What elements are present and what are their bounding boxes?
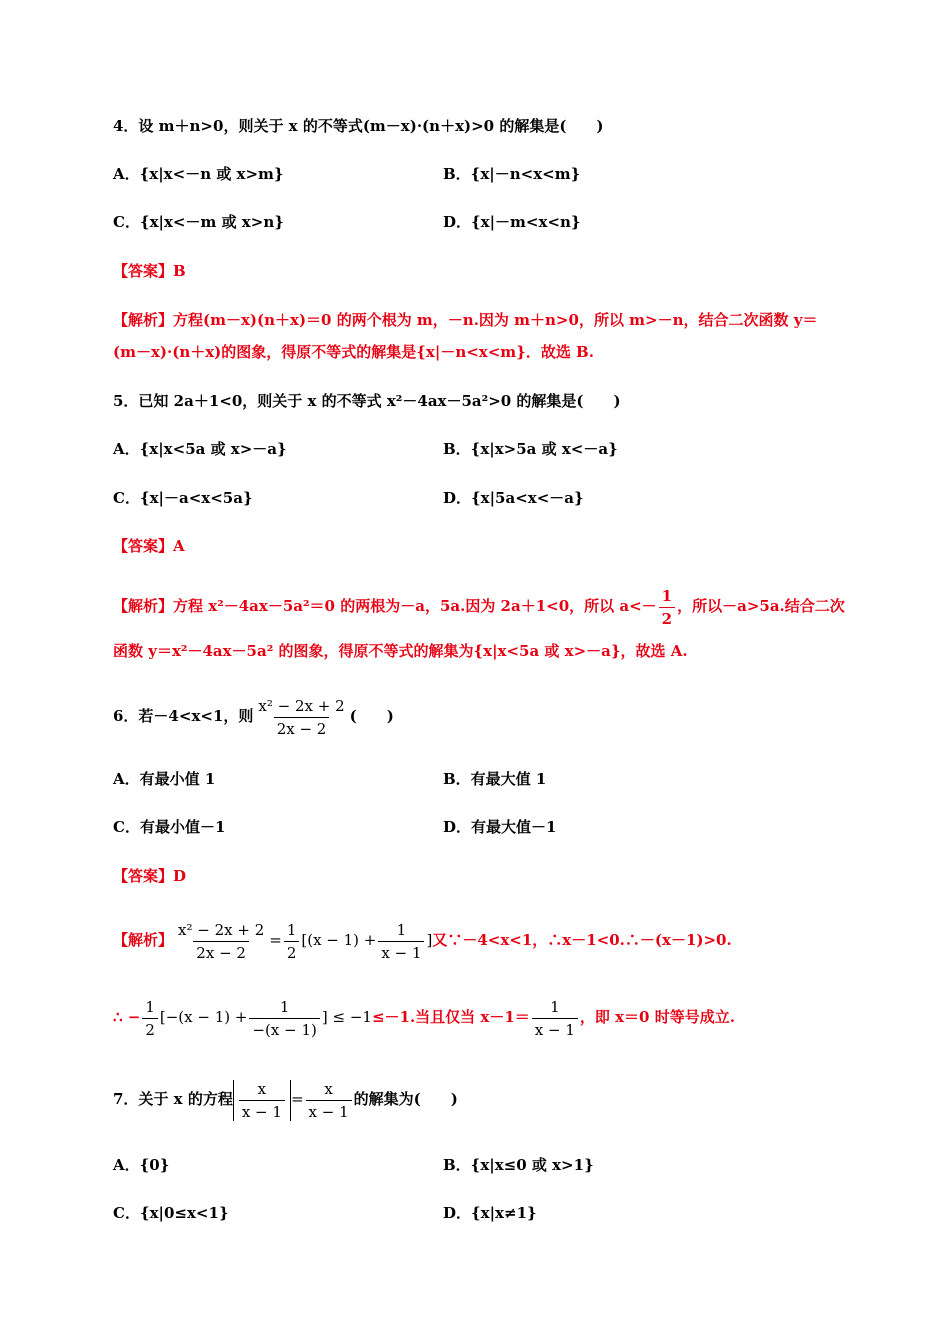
- q6-an2-frac3-num: 1: [550, 997, 560, 1016]
- q6-an2-frac1-den: 2: [142, 1018, 158, 1039]
- q6-an1-tail: 又∵－4<x<1，∴x－1<0.∴－(x－1)>0.: [432, 931, 732, 949]
- q6-an1-frac2-num: 1: [286, 920, 297, 939]
- q6-an1-bracket-close: ]: [426, 931, 433, 949]
- q6-an2-ineq: ] ≤ −1: [321, 1008, 372, 1026]
- q6-answer: 【答案】D: [113, 867, 187, 885]
- q6-an2-frac3-den: x − 1: [532, 1018, 578, 1039]
- q7-abs-den: x − 1: [239, 1100, 285, 1121]
- q6-an2-therefore: ∴ −: [113, 1008, 141, 1026]
- q5-answer: 【答案】A: [113, 537, 185, 555]
- q4-option-b: B．{x|－n<x<m}: [443, 165, 581, 183]
- q7-option-b: B．{x|x≤0 或 x>1}: [443, 1156, 594, 1174]
- q4-option-d: D．{x|－m<x<n}: [443, 213, 581, 231]
- q6-option-c: C．有最小值－1: [113, 818, 226, 836]
- q5-option-c: C．{x|－a<x<5a}: [113, 489, 253, 507]
- q5-option-d: D．{x|5a<x<－a}: [443, 489, 584, 507]
- q7-abs-value: [233, 1080, 291, 1121]
- q5-stem: 5．已知 2a＋1<0，则关于 x 的不等式 x²－4ax－5a²>0 的解集是( ): [113, 392, 621, 410]
- q6-analysis-line1: [113, 920, 732, 962]
- q6-an2-red1: ≤－1.当且仅当 x－1＝: [371, 1008, 530, 1026]
- q6-analysis-label: 【解析】: [113, 931, 174, 949]
- q6-an2-frac3: [532, 998, 578, 1039]
- q7-option-d: D．{x|x≠1}: [443, 1204, 537, 1222]
- q4-option-c: C．{x|x<－m 或 x>n}: [113, 213, 284, 231]
- q5-analysis-line2: 函数 y＝x²－4ax－5a² 的图象，得原不等式的解集为{x|x<5a 或 x>－a}，故选 A.: [113, 642, 688, 660]
- q5-analysis-text-a: 【解析】方程 x²－4ax－5a²＝0 的两根为－a，5a.因为 2a＋1<0，所以 a<－: [113, 597, 657, 615]
- q6-an1-frac2: [284, 921, 300, 962]
- q6-an1-frac2-den: 2: [284, 941, 300, 962]
- q6-an1-equals: =: [269, 931, 282, 949]
- q7-rhs-den: x − 1: [306, 1100, 352, 1121]
- q6-an2-frac2-num: 1: [279, 997, 290, 1016]
- q4-stem: 4．设 m＋n>0，则关于 x 的不等式(m－x)·(n＋x)>0 的解集是( ): [113, 117, 604, 135]
- q6-an2-red2: ，即 x＝0 时等号成立.: [579, 1008, 735, 1026]
- q5-analysis-line1: [113, 586, 845, 628]
- q6-an2-frac2-den: −(x − 1): [249, 1018, 319, 1039]
- q5-analysis-fraction: [659, 587, 675, 628]
- q5-option-b: B．{x|x>5a 或 x<－a}: [443, 440, 618, 458]
- q4-option-a: A．{x|x<－n 或 x>m}: [113, 165, 284, 183]
- q6-an1-frac3-num: 1: [396, 920, 407, 939]
- q7-stem: [113, 1077, 458, 1121]
- q7-option-c: C．{x|0≤x<1}: [113, 1204, 229, 1222]
- q6-stem-den: 2x − 2: [274, 717, 330, 738]
- q6-an1-frac3: [378, 921, 424, 962]
- q6-an2-frac1-num: 1: [145, 997, 155, 1016]
- q7-abs-frac: [239, 1080, 285, 1121]
- q6-an1-frac1-num: x² − 2x + 2: [178, 920, 265, 939]
- q4-analysis-line1: 【解析】方程(m－x)(n＋x)＝0 的两个根为 m，－n.因为 m＋n>0，所以 m>－n，结合二次函数 y＝: [113, 311, 818, 329]
- q5-frac-num: 1: [661, 586, 673, 605]
- q6-an1-frac1: [175, 921, 267, 962]
- q6-stem-num: x² − 2x + 2: [258, 696, 345, 715]
- q4-analysis-line2: (m－x)·(n＋x)的图象，得原不等式的解集是{x|－n<x<m}．故选 B.: [113, 343, 594, 361]
- q6-stem-fraction: [255, 697, 347, 738]
- q6-option-d: D．有最大值－1: [443, 818, 557, 836]
- q6-analysis-line2: [113, 997, 735, 1039]
- q6-option-b: B．有最大值 1: [443, 770, 547, 788]
- q6-an2-frac1: [142, 998, 158, 1039]
- q6-an1-frac3-den: x − 1: [378, 941, 424, 962]
- q5-option-a: A．{x|x<5a 或 x>－a}: [113, 440, 287, 458]
- q7-equals: =: [290, 1090, 304, 1108]
- q5-analysis-text-b: ，所以－a>5a.结合二次: [677, 597, 845, 615]
- q6-stem: [113, 696, 394, 738]
- q6-an2-frac2: [249, 998, 319, 1039]
- q6-stem-post: ( ): [349, 707, 394, 725]
- q7-rhs-num: x: [324, 1079, 333, 1098]
- q6-option-a: A．有最小值 1: [113, 770, 216, 788]
- q4-answer: 【答案】B: [113, 262, 186, 280]
- q7-option-a: A．{0}: [113, 1156, 170, 1174]
- q7-stem-pre: 7．关于 x 的方程: [113, 1090, 233, 1108]
- q6-an1-bracket-open: [(x − 1) +: [301, 931, 377, 949]
- q7-abs-num: x: [257, 1079, 267, 1098]
- q6-stem-pre: 6．若－4<x<1，则: [113, 707, 254, 725]
- q7-rhs-frac: [306, 1080, 352, 1121]
- q6-an2-mid: [−(x − 1) +: [159, 1008, 248, 1026]
- q5-frac-den: 2: [659, 607, 675, 628]
- q6-an1-frac1-den: 2x − 2: [193, 941, 249, 962]
- q7-stem-post: 的解集为( ): [353, 1090, 458, 1108]
